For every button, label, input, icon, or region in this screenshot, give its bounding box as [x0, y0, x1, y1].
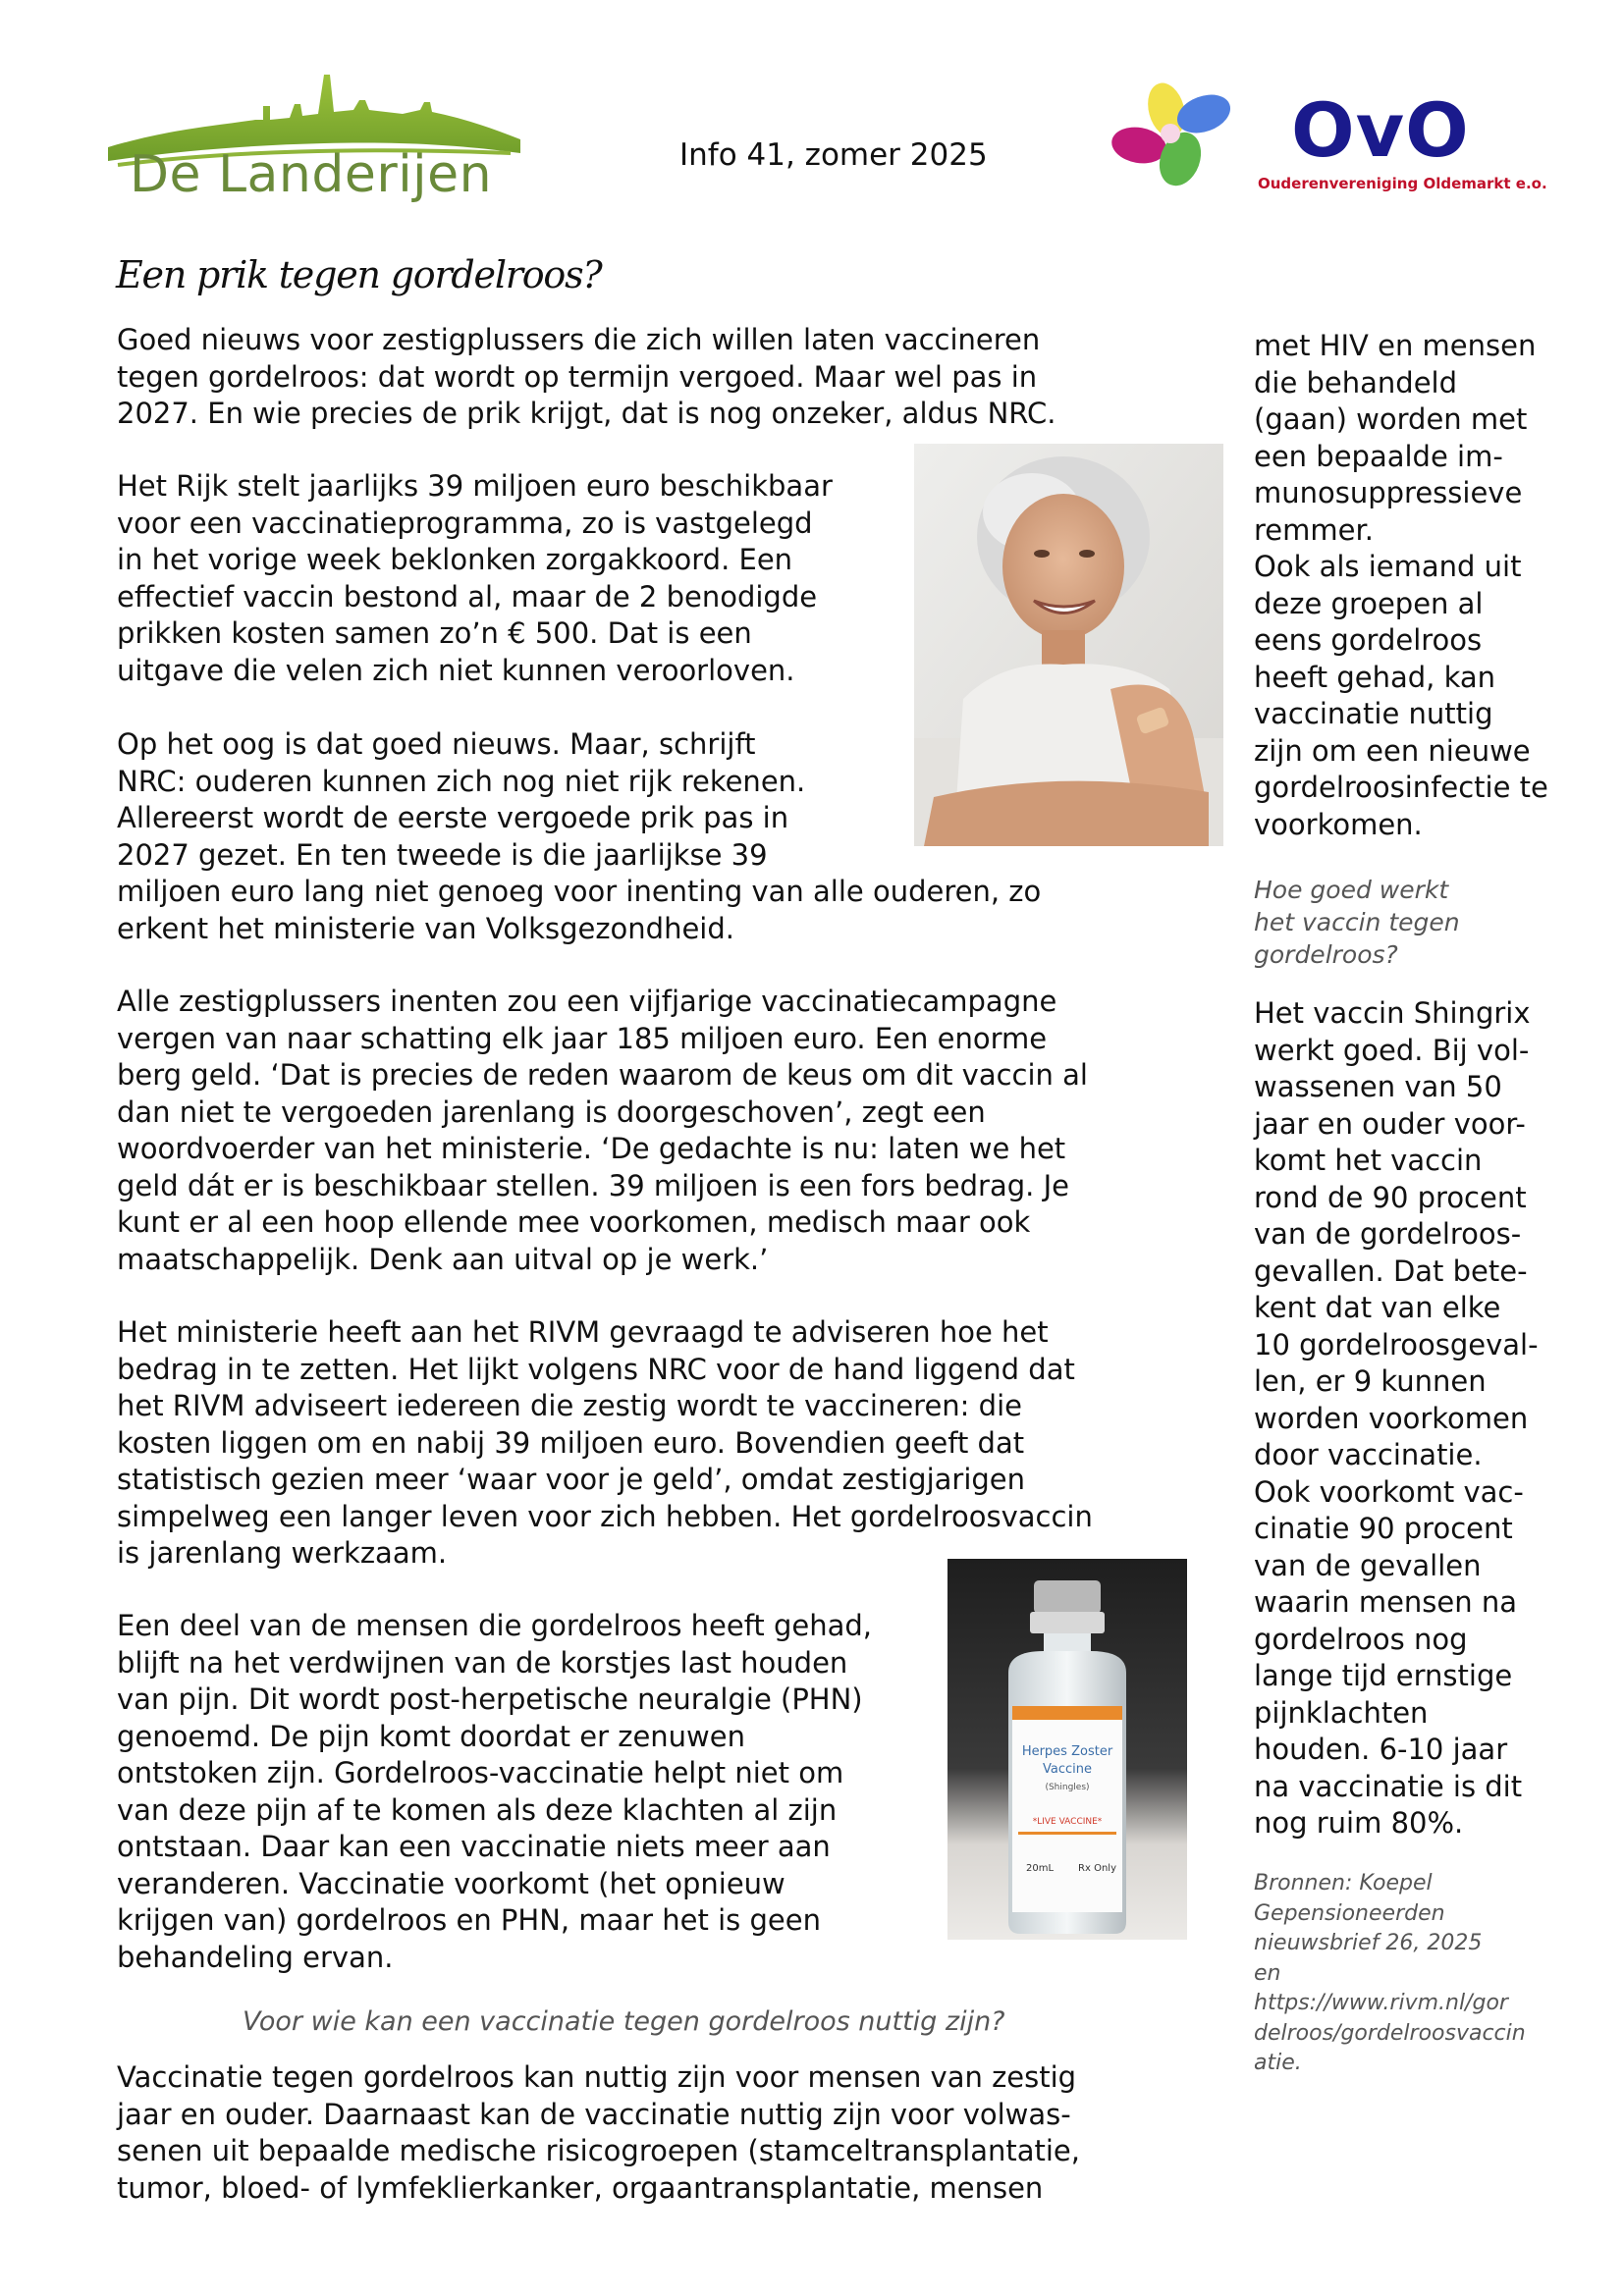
text-line: nog ruim 80%.: [1254, 1806, 1464, 1840]
vial-label-volume: 20mL: [1026, 1863, 1055, 1874]
text-line: tegen gordelroos: dat wordt op termijn vergoed. Maar wel pas in: [117, 359, 1038, 394]
text-line: lange tijd ernstige: [1254, 1659, 1513, 1692]
text-line: 10 gordelroosgeval-: [1254, 1327, 1539, 1362]
text-line: Gepensioneerden: [1254, 1900, 1445, 1926]
text-line: een bepaalde im-: [1254, 439, 1503, 473]
sidebar-sources: [1254, 1869, 1526, 2079]
vial-label-rx: Rx Only: [1078, 1863, 1116, 1874]
text-line: krijgen van) gordelroos en PHN, maar het is geen: [117, 1903, 821, 1937]
text-line: berg geld. ‘Dat is precies de reden waarom de keus om dit vaccin al: [117, 1058, 1088, 1092]
text-line: gordelroos?: [1254, 940, 1398, 969]
text-line: senen uit bepaalde medische risicogroepen (stamceltransplantatie,: [117, 2134, 1080, 2167]
sidebar-risk-groups: [1254, 328, 1548, 843]
vial-label-line1: Herpes Zoster: [1021, 1744, 1113, 1759]
text-line: gordelroosinfectie te: [1254, 771, 1548, 804]
text-line: voor een vaccinatieprogramma, zo is vastgelegd: [117, 506, 813, 540]
text-line: werkt goed. Bij vol-: [1254, 1033, 1530, 1067]
paragraph-campaign: [117, 984, 1088, 1278]
vial-label-line2: Vaccine: [1043, 1762, 1092, 1777]
text-line: uitgave die velen zich niet kunnen veroorloven.: [117, 653, 795, 687]
text-line: is jarenlang werkzaam.: [117, 1536, 448, 1570]
sidebar-question: [1254, 874, 1460, 971]
text-line: behandeling ervan.: [117, 1940, 394, 1974]
text-line: kunt er al een hoop ellende mee voorkomen, medisch maar ook: [117, 1205, 1031, 1239]
text-line: waarin mensen na: [1254, 1585, 1518, 1619]
text-line: nieuwsbrief 26, 2025: [1254, 1931, 1483, 1955]
text-line: voorkomen.: [1254, 807, 1423, 841]
de-landerijen-wordmark: De Landerijen: [130, 145, 493, 204]
text-line: Ook voorkomt vac-: [1254, 1474, 1524, 1509]
text-line: blijft na het verdwijnen van de korstjes last houden: [117, 1645, 848, 1680]
ovo-wordmark: OvO: [1291, 86, 1470, 174]
section-subhead: Voor wie kan een vaccinatie tegen gordelroos nuttig zijn?: [243, 2006, 1005, 2037]
text-line: tumor, bloed- of lymfeklierkanker, orgaantransplantatie, mensen: [117, 2170, 1044, 2205]
ovo-subtitle: Ouderenvereniging Oldemarkt e.o.: [1258, 175, 1547, 192]
senior-woman-photo: [914, 444, 1223, 846]
text-line: remmer.: [1254, 512, 1374, 547]
text-line: door vaccinatie.: [1254, 1438, 1483, 1471]
text-line: in het vorige week beklonken zorgakkoord. Een: [117, 543, 793, 576]
text-line: heeft gehad, kan: [1254, 660, 1496, 694]
text-line: genoemd. De pijn komt doordat er zenuwen: [117, 1719, 745, 1753]
text-line: worden voorkomen: [1254, 1401, 1529, 1435]
text-line: jaar en ouder. Daarnaast kan de vaccinatie nuttig zijn voor volwas-: [117, 2097, 1071, 2131]
sidebar-effectiveness: [1254, 995, 1539, 1842]
text-line: veranderen. Vaccinatie voorkomt (het opnieuw: [117, 1866, 785, 1900]
text-line: miljoen euro lang niet genoeg voor inenting van alle ouderen, zo: [117, 875, 1042, 908]
text-line: munosuppressieve: [1254, 476, 1523, 509]
text-line: vergen van naar schatting elk jaar 185 miljoen euro. Een enorme: [117, 1021, 1048, 1055]
text-line: kosten liggen om en nabij 39 miljoen euro. Bovendien geeft dat: [117, 1425, 1025, 1460]
text-line: prikken kosten samen zo’n € 500. Dat is een: [117, 616, 752, 650]
source-link[interactable]: https://www.rivm.nl/gor: [1254, 1991, 1508, 2015]
text-line: 2027 gezet. En ten tweede is die jaarlijkse 39: [117, 837, 768, 872]
text-line: dan niet te vergoeden jarenlang is doorgeschoven’, zegt een: [117, 1095, 986, 1129]
source-link[interactable]: delroos/gordelroosvaccin: [1254, 2020, 1526, 2046]
text-line: Een deel van de mensen die gordelroos heeft gehad,: [117, 1609, 873, 1642]
text-line: Bronnen: Koepel: [1254, 1871, 1433, 1896]
text-line: Op het oog is dat goed nieuws. Maar, schrijft: [117, 727, 756, 761]
text-line: van de gordelroos-: [1254, 1217, 1522, 1251]
paragraph-nrc: [117, 726, 1041, 947]
text-line: erkent het ministerie van Volksgezondheid.: [117, 911, 734, 945]
text-line: geld dát er is beschikbaar stellen. 39 miljoen is een fors bedrag. Je: [117, 1168, 1069, 1202]
text-line: Alle zestigplussers inenten zou een vijfjarige vaccinatiecampagne: [117, 985, 1057, 1018]
text-line: jaar en ouder voor-: [1254, 1106, 1526, 1141]
article-title: Een prik tegen gordelroos?: [116, 253, 602, 296]
paragraph-budget: [117, 468, 833, 689]
text-line: rond de 90 procent: [1254, 1180, 1527, 1214]
text-line: houden. 6-10 jaar: [1254, 1733, 1508, 1766]
text-line: komt het vaccin: [1254, 1144, 1483, 1177]
text-line: woordvoerder van het ministerie. ‘De gedachte is nu: laten we het: [117, 1132, 1066, 1165]
text-line: bedrag in te zetten. Het lijkt volgens NRC voor de hand liggend dat: [117, 1352, 1075, 1386]
text-line: Het ministerie heeft aan het RIVM gevraagd te adviseren hoe het: [117, 1315, 1049, 1349]
text-line: van deze pijn af te komen als deze klachten al zijn: [117, 1792, 838, 1827]
paragraph-phn: [117, 1608, 872, 1976]
text-line: Hoe goed werkt: [1254, 876, 1449, 904]
text-line: pijnklachten: [1254, 1695, 1429, 1730]
text-line: Vaccinatie tegen gordelroos kan nuttig zijn voor mensen van zestig: [117, 2060, 1077, 2094]
text-line: Goed nieuws voor zestigplussers die zich willen laten vaccineren: [117, 323, 1041, 356]
text-line: (gaan) worden met: [1254, 402, 1528, 436]
text-line: len, er 9 kunnen: [1254, 1364, 1487, 1398]
text-line: Het vaccin Shingrix: [1254, 996, 1531, 1030]
text-line: Het Rijk stelt jaarlijks 39 miljoen euro beschikbaar: [117, 469, 833, 503]
source-link[interactable]: atie.: [1254, 2051, 1302, 2075]
text-line: na vaccinatie is dit: [1254, 1769, 1523, 1803]
text-line: het RIVM adviseert iedereen die zestig wordt te vaccineren: die: [117, 1389, 1022, 1422]
text-line: en: [1254, 1960, 1281, 1986]
text-line: van pijn. Dit wordt post-herpetische neuralgie (PHN): [117, 1682, 863, 1716]
text-line: het vaccin tegen: [1254, 908, 1460, 936]
text-line: eens gordelroos: [1254, 623, 1483, 657]
text-line: statistisch gezien meer ‘waar voor je geld’, omdat zestigjarigen: [117, 1463, 1026, 1496]
text-line: cinatie 90 procent: [1254, 1512, 1513, 1545]
text-line: 2027. En wie precies de prik krijgt, dat is nog onzeker, aldus NRC.: [117, 397, 1056, 430]
text-line: wassenen van 50: [1254, 1070, 1502, 1103]
text-line: die behandeld: [1254, 365, 1458, 400]
vial-label-warning: *LIVE VACCINE*: [1032, 1817, 1103, 1827]
text-line: ontstoken zijn. Gordelroos-vaccinatie helpt niet om: [117, 1756, 844, 1789]
text-line: maatschappelijk. Denk aan uitval op je werk.’: [117, 1242, 769, 1276]
text-line: vaccinatie nuttig: [1254, 697, 1493, 730]
text-line: deze groepen al: [1254, 586, 1484, 620]
paragraph-risk-groups: [117, 2059, 1080, 2207]
text-line: kent dat van elke: [1254, 1291, 1501, 1324]
text-line: gevallen. Dat bete-: [1254, 1254, 1528, 1288]
text-line: Ook als iemand uit: [1254, 550, 1522, 583]
paragraph-rivm: [117, 1314, 1093, 1573]
text-line: Allereerst wordt de eerste vergoede prik pas in: [117, 801, 789, 834]
herpes-zoster-vaccine-photo: [947, 1559, 1187, 1940]
issue-label: Info 41, zomer 2025: [679, 137, 988, 173]
text-line: met HIV en mensen: [1254, 329, 1537, 362]
text-line: NRC: ouderen kunnen zich nog niet rijk rekenen.: [117, 764, 806, 798]
vial-label-line3: (Shingles): [1045, 1783, 1090, 1792]
text-line: ontstaan. Daar kan een vaccinatie niets meer aan: [117, 1830, 831, 1863]
paragraph-intro: [117, 322, 1056, 433]
text-line: effectief vaccin bestond al, maar de 2 benodigde: [117, 579, 818, 614]
text-line: gordelroos nog: [1254, 1622, 1468, 1656]
text-line: zijn om een nieuwe: [1254, 733, 1531, 768]
text-line: van de gevallen: [1254, 1548, 1482, 1582]
text-line: simpelweg een langer leven voor zich hebben. Het gordelroosvaccin: [117, 1499, 1093, 1533]
